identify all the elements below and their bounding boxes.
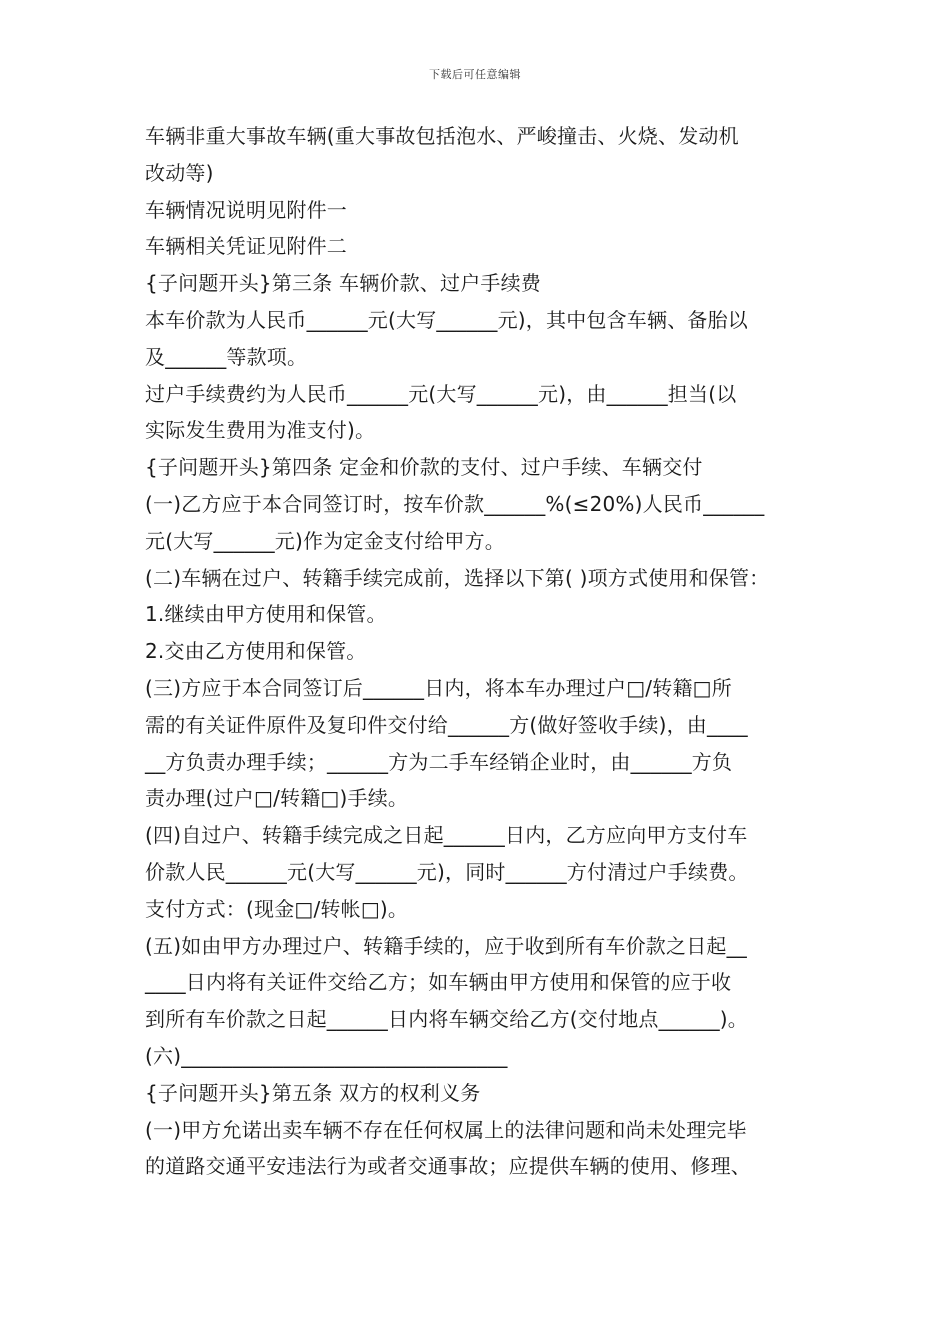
document-line: (四)自过户、转籍手续完成之日起______日内，乙方应向甲方支付车: [145, 823, 748, 848]
document-line: ____日内将有关证件交给乙方；如车辆由甲方使用和保管的应于收: [145, 970, 732, 995]
document-line: (六)________________________________: [145, 1043, 508, 1068]
document-line: 车辆非重大事故车辆(重大事故包括泡水、严峻撞击、火烧、发动机: [145, 124, 739, 148]
document-line: 支付方式：(现金□/转帐□)。: [145, 896, 409, 921]
document-line: {子问题开头}第五条 双方的权利义务: [145, 1080, 481, 1105]
document-line: 的道路交通平安违法行为或者交通事故；应提供车辆的使用、修理、: [145, 1154, 751, 1179]
document-line: (一)甲方允诺出卖车辆不存在任何权属上的法律问题和尚未处理完毕: [145, 1117, 747, 1142]
document-line: 价款人民______元(大写______元)，同时______方付清过户手续费。: [145, 859, 749, 884]
document-line: (二)车辆在过户、转籍手续完成前，选择以下第( )项方式使用和保管：: [145, 565, 770, 590]
document-line: 2.交由乙方使用和保管。: [145, 639, 367, 664]
document-line: {子问题开头}第四条 定金和价款的支付、过户手续、车辆交付: [145, 455, 703, 480]
document-line: (一)乙方应于本合同签订时，按车价款______%(≤20%)人民币______: [145, 491, 765, 516]
document-line: 实际发生费用为准支付)。: [145, 418, 376, 443]
document-line: 过户手续费约为人民币______元(大写______元)，由______担当(以: [145, 381, 737, 406]
document-line: 需的有关证件原件及复印件交付给______方(做好签收手续)，由____: [145, 712, 748, 737]
document-line: 到所有车价款之日起______日内将车辆交给乙方(交付地点______)。: [145, 1007, 749, 1032]
page-header-note: 下载后可任意编辑: [429, 68, 521, 81]
document-line: 及______等款项。: [145, 344, 308, 369]
document-line: (三)方应于本合同签订后______日内，将本车办理过户□/转籍□所: [145, 675, 732, 700]
document-line: (五)如由甲方办理过户、转籍手续的，应于收到所有车价款之日起__: [145, 933, 748, 958]
document-line: 车辆相关凭证见附件二: [145, 234, 347, 259]
document-body: [145, 118, 810, 1185]
document-line: 车辆情况说明见附件一: [145, 197, 347, 222]
document-line: 1.继续由甲方使用和保管。: [145, 602, 387, 627]
document-line: 责办理(过户□/转籍□)手续。: [145, 786, 409, 811]
document-line: __方负责办理手续；______方为二手车经销企业时，由______方负: [145, 749, 733, 774]
document-line: {子问题开头}第三条 车辆价款、过户手续费: [145, 271, 542, 296]
document-line: 本车价款为人民币______元(大写______元)，其中包含车辆、备胎以: [145, 307, 749, 332]
document-line: 改动等): [145, 160, 214, 185]
document-line: 元(大写______元)作为定金支付给甲方。: [145, 528, 506, 553]
